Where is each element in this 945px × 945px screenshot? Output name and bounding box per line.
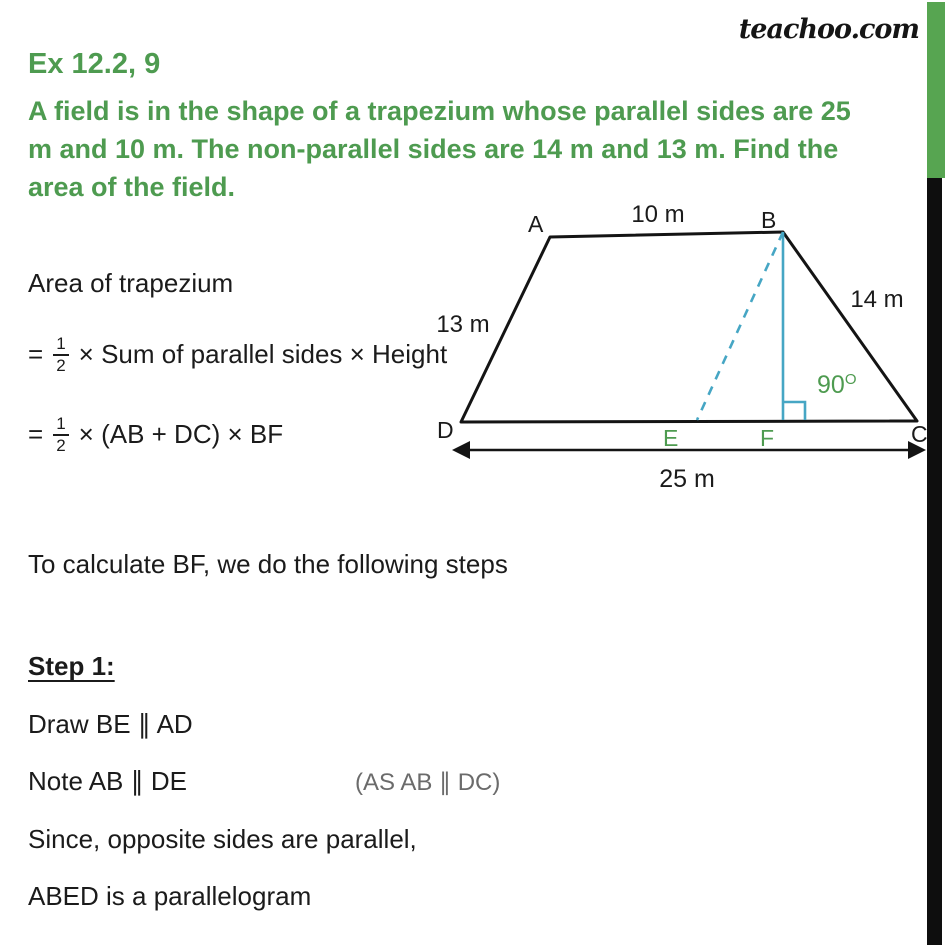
fraction-one-half (53, 334, 68, 375)
dashed-line-be (697, 232, 783, 420)
problem-statement (28, 92, 851, 206)
formula-rest: × (AB + DC) × BF (78, 419, 284, 450)
point-label-f: F (760, 425, 775, 451)
step-line-since-parallel: Since, opposite sides are parallel, (28, 824, 417, 854)
arrowhead-left-icon (452, 441, 470, 459)
exercise-heading: Ex 12.2, 9 (28, 48, 161, 80)
vertex-label-a: A (528, 211, 544, 237)
angle-label-90 (817, 371, 856, 399)
note-reason-text: (AS AB ∥ DC) (355, 769, 501, 796)
formula-sum-parallel-sides (28, 334, 447, 375)
angle-degree-sup: O (844, 371, 857, 388)
equals-sign: = (28, 419, 44, 450)
problem-line-1: A field is in the shape of a trapezium whose parallel sides are 25 (28, 96, 851, 126)
step-line-draw-be: Draw BE ∥ AD (28, 709, 193, 739)
formula-ab-dc-bf (28, 414, 283, 455)
right-edge-green-bar (927, 2, 945, 178)
fraction-denominator: 2 (53, 434, 68, 456)
vertex-label-c: C (911, 421, 928, 447)
fraction-one-half (53, 414, 68, 455)
step-1-heading: Step 1: (28, 651, 115, 681)
right-angle-mark (783, 402, 805, 420)
equals-sign: = (28, 339, 44, 370)
base-label-25m: 25 m (659, 465, 715, 493)
side-label-left-13m: 13 m (436, 311, 490, 338)
trapezium-outline (461, 232, 917, 422)
side-label-top-10m: 10 m (631, 201, 685, 228)
side-label-right-14m: 14 m (850, 286, 904, 313)
area-of-trapezium-label: Area of trapezium (28, 268, 234, 298)
problem-line-2: m and 10 m. The non-parallel sides are 14 m and 13 m. Find the (28, 134, 839, 164)
vertex-label-d: D (437, 417, 454, 443)
problem-line-3: area of the field. (28, 172, 236, 202)
point-label-e: E (663, 425, 679, 451)
step-line-abed-parallelogram: ABED is a parallelogram (28, 881, 312, 911)
calculate-bf-intro: To calculate BF, we do the following steps (28, 549, 508, 579)
trapezium-diagram (430, 195, 942, 495)
fraction-numerator: 1 (56, 414, 66, 433)
vertex-label-b: B (761, 207, 777, 233)
fraction-numerator: 1 (56, 334, 66, 353)
fraction-denominator: 2 (53, 354, 68, 376)
formula-rest: × Sum of parallel sides × Height (78, 339, 448, 370)
site-logo: teachoo.com (738, 14, 919, 45)
note-ab-de-text: Note AB ∥ DE (28, 766, 187, 796)
angle-value: 90 (817, 371, 845, 399)
step-line-note-ab (28, 766, 628, 797)
